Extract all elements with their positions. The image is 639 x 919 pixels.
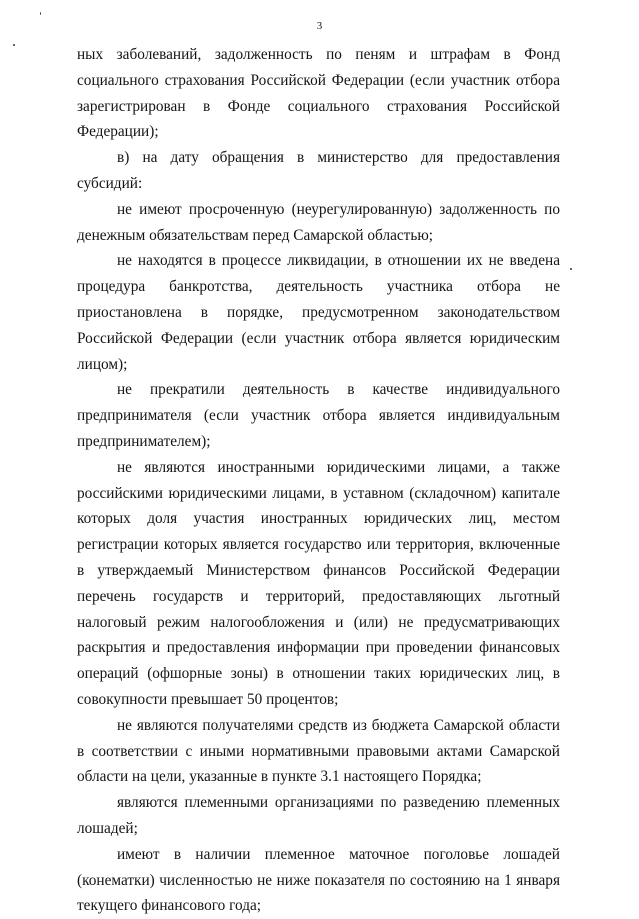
document-body (77, 42, 560, 919)
scan-speck (13, 44, 15, 46)
paragraph-continuation: ных заболеваний, задолженность по пеням и штрафам в Фонд социального страхования Российской Федерации (если участник отбора зарегистрирован в Фонде социального страхования Российской Федерации); (77, 46, 560, 141)
paragraph-breeding-org: являются племенными организациями по разведению племенных лошадей; (77, 794, 560, 837)
scan-speck (40, 12, 41, 15)
paragraph-no-liquidation: не находятся в процессе ликвидации, в отношении их не введена процедура банкротства, деятельность участника отбора не приостановлена в порядке, предусмотренном законодательством Российской Федерации (если участник отбора является юридическим лицом); (77, 252, 560, 373)
paragraph-no-debt: не имеют просроченную (неурегулированную) задолженность по денежным обязательствам перед Самарской областью; (77, 200, 560, 244)
scan-speck (570, 268, 572, 270)
paragraph-broodmares: имеют в наличии племенное маточное поголовье лошадей (конематки) численностью не ниже показателя по состоянию на 1 января текущего финансового года; (77, 845, 560, 915)
paragraph-not-recipient: не являются получателями средств из бюджета Самарской области в соответствии с иными нормативными правовыми актами Самарской области на цели, указанные в пункте 3.1 настоящего Порядка; (77, 716, 560, 786)
page-number: 3 (316, 20, 323, 32)
paragraph-no-termination: не прекратили деятельность в качестве индивидуального предпринимателя (если участник отбора является индивидуальным предпринимателем); (77, 381, 560, 450)
paragraph-not-foreign: не являются иностранными юридическими лицами, а также российскими юридическими лицами, в уставном (складочном) капитале которых доля участия иностранных юридических лиц, местом регистрации которых является государство или территория, включенные в утверждаемый Министерством финансов Российской Федерации перечень государств и территорий, предоставляющих льготный налоговый режим налогообложения и (или) не предусматривающих раскрытия и предоставления информации при проведении финансовых операций (офшорные зоны) в отношении таких юридических лиц, в совокупности превышает 50 процентов; (77, 458, 560, 708)
paragraph-clause-v: в) на дату обращения в министерство для предоставления субсидий: (77, 149, 560, 192)
